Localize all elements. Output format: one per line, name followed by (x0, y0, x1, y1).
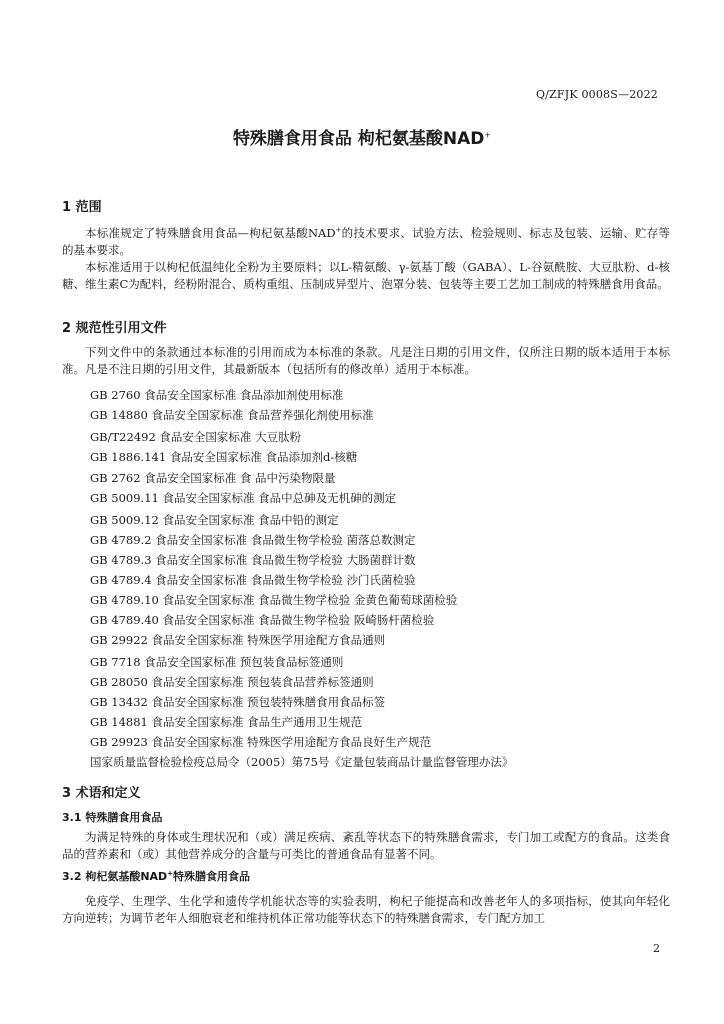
section-1-paragraph-2: 本标准适用于以枸杞低温纯化全粉为主要原料；以L-精氨酸、γ-氨基丁酸（GABA）、L-谷氨酰胺、大豆肽粉、d-核糖、维生素C为配料，经粉附混合、质构重组、压制成异型片、泡罩分装、包装等主要工艺加工制成的特殊膳食用食品。 (62, 260, 670, 291)
subsection-3-2-heading (62, 868, 250, 884)
section-1-heading: 1 范围 (62, 200, 102, 215)
superscript: + (335, 226, 342, 235)
heading-text: 3.2 枸杞氨基酸NAD (62, 870, 168, 883)
reference-item: GB 5009.12 食品安全国家标准 食品中铅的测定 (90, 513, 339, 527)
reference-item: 国家质量监督检验检疫总局令（2005）第75号《定量包装商品计量监督管理办法》 (90, 755, 514, 769)
section-1-paragraph-1 (62, 225, 670, 259)
subsection-3-1-paragraph: 为满足特殊的身体或生理状况和（或）满足疾病、紊乱等状态下的特殊膳食需求，专门加工或配方的食品。这类食品的营养素和（或）其他营养成分的含量与可类比的普通食品有显著不同。 (62, 830, 670, 861)
reference-item: GB 4789.3 食品安全国家标准 食品微生物学检验 大肠菌群计数 (90, 553, 416, 567)
reference-item: GB 28050 食品安全国家标准 预包装食品营养标签通则 (90, 675, 374, 689)
reference-item: GB 4789.40 食品安全国家标准 食品微生物学检验 阪崎肠杆菌检验 (90, 613, 435, 627)
reference-item: GB 2762 食品安全国家标准 食 品中污染物限量 (90, 471, 336, 485)
reference-item: GB 2760 食品安全国家标准 食品添加剂使用标准 (90, 388, 344, 402)
reference-item: GB 7718 食品安全国家标准 预包装食品标签通则 (90, 655, 344, 669)
section-2-heading: 2 规范性引用文件 (62, 321, 167, 336)
page-number: 2 (653, 942, 660, 955)
subsection-3-1-heading: 3.1 特殊膳食用食品 (62, 811, 163, 824)
reference-item: GB 29923 食品安全国家标准 特殊医学用途配方食品良好生产规范 (90, 735, 432, 749)
document-title (0, 124, 724, 149)
section-2-paragraph: 下列文件中的条款通过本标准的引用而成为本标准的条款。凡是注日期的引用文件，仅所注日期的版本适用于本标准。凡是不注日期的引用文件，其最新版本（包括所有的修改单）适用于本标准。 (62, 345, 670, 376)
reference-item: GB 29922 食品安全国家标准 特殊医学用途配方食品通则 (90, 633, 386, 647)
reference-item: GB 14880 食品安全国家标准 食品营养强化剂使用标准 (90, 408, 374, 422)
section-3-heading: 3 术语和定义 (62, 786, 141, 801)
title-text: 特殊膳食用食品 枸杞氨基酸NAD (232, 129, 485, 149)
reference-item: GB 14881 食品安全国家标准 食品生产通用卫生规范 (90, 715, 363, 729)
reference-item: GB 13432 食品安全国家标准 预包装特殊膳食用食品标签 (90, 695, 386, 709)
para-text: 本标准规定了特殊膳食用食品—枸杞氨基酸NAD (85, 226, 336, 240)
subsection-3-2-paragraph: 免疫学、生理学、生化学和遗传学机能状态等的实验表明，枸杞子能提高和改善老年人的多项指标，使其向年轻化方向逆转；为调节老年人细胞衰老和维持机体正常功能等状态下的特殊膳食需求，专门配方加工 (62, 894, 670, 925)
reference-item: GB 5009.11 食品安全国家标准 食品中总砷及无机砷的测定 (90, 491, 397, 505)
reference-item: GB/T22492 食品安全国家标准 大豆肽粉 (90, 430, 302, 444)
reference-item: GB 4789.2 食品安全国家标准 食品微生物学检验 菌落总数测定 (90, 533, 416, 547)
reference-item: GB 4789.4 食品安全国家标准 食品微生物学检验 沙门氏菌检验 (90, 573, 416, 587)
title-superscript: + (484, 130, 492, 140)
reference-item: GB 4789.10 食品安全国家标准 食品微生物学检验 金黄色葡萄球菌检验 (90, 593, 458, 607)
reference-item: GB 1886.141 食品安全国家标准 食品添加剂d-核糖 (90, 450, 358, 464)
superscript: + (167, 869, 174, 878)
para-text: 的技术要求、试验方法、检验规则、标志及包装、运输、贮存等的基本要求。 (62, 226, 670, 257)
standard-code: Q/ZFJK 0008S—2022 (535, 88, 658, 101)
heading-text: 特殊膳食用食品 (173, 870, 251, 883)
